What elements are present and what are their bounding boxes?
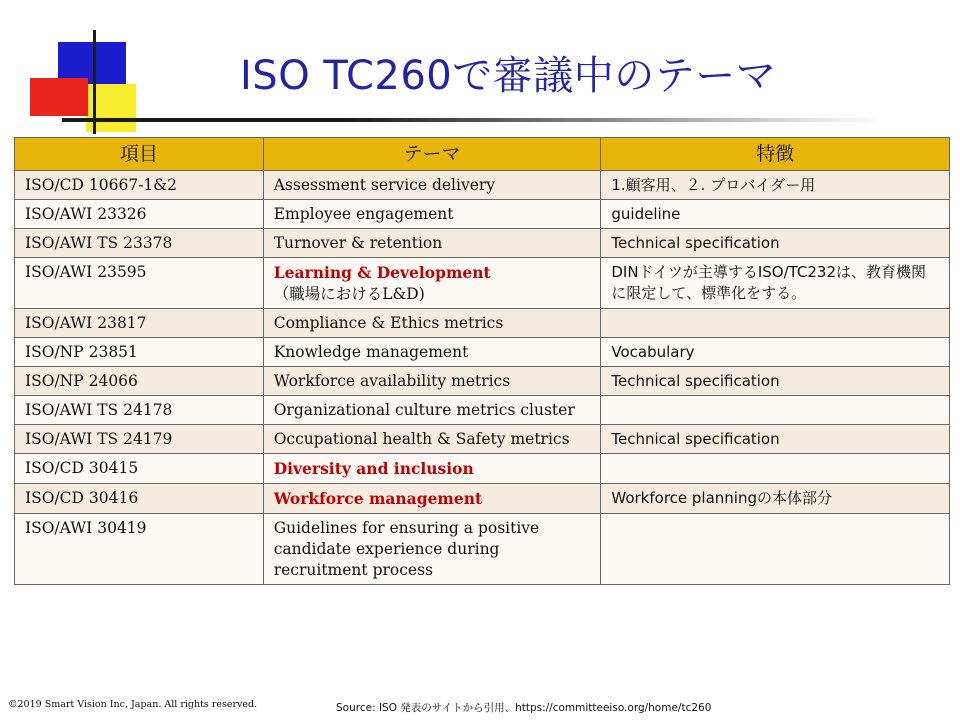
cell-theme (263, 200, 601, 229)
cell-theme (263, 229, 601, 258)
theme-title: Diversity and inclusion (273, 459, 474, 478)
theme-title: Workforce management (273, 489, 483, 508)
cell-theme (263, 171, 601, 200)
theme-title: Knowledge management (273, 343, 469, 361)
cell-feature (601, 396, 950, 425)
cell-item: ISO/CD 30416 (15, 484, 264, 514)
cell-theme (263, 454, 601, 484)
cell-feature: guideline (601, 200, 950, 229)
cell-theme (263, 484, 601, 514)
cell-item: ISO/NP 23851 (15, 338, 264, 367)
cell-theme (263, 338, 601, 367)
theme-title: Turnover & retention (273, 234, 443, 252)
cell-feature: DINドイツが主導するISO/TC232は、教育機関に限定して、標準化をする。 (601, 258, 950, 309)
table-row (15, 309, 950, 338)
cell-item: ISO/AWI TS 23378 (15, 229, 264, 258)
cell-item: ISO/CD 30415 (15, 454, 264, 484)
theme-title: Workforce availability metrics (273, 372, 511, 390)
table-row (15, 171, 950, 200)
theme-title: Assessment service delivery (273, 176, 496, 194)
cell-feature: Technical specification (601, 425, 950, 454)
cell-feature: Technical specification (601, 367, 950, 396)
cell-item: ISO/AWI TS 24178 (15, 396, 264, 425)
cell-item: ISO/AWI 23595 (15, 258, 264, 309)
table-row (15, 229, 950, 258)
cell-item: ISO/NP 24066 (15, 367, 264, 396)
cell-feature (601, 514, 950, 585)
cell-theme (263, 396, 601, 425)
cell-feature: Vocabulary (601, 338, 950, 367)
theme-title: Organizational culture metrics cluster (273, 401, 575, 419)
slide-title: ISO TC260で審議中のテーマ (240, 53, 777, 99)
table-row (15, 514, 950, 585)
cell-feature (601, 454, 950, 484)
theme-title: Guidelines for ensuring a positive candidate experience during recruitment process (273, 519, 540, 579)
source-citation: Source: ISO 発表のサイトから引用、https://committeeiso.org/home/tc260 (336, 702, 712, 714)
table-row (15, 200, 950, 229)
cell-theme (263, 258, 601, 309)
table-row (15, 484, 950, 514)
cell-feature (601, 309, 950, 338)
cell-feature: Workforce planningの本体部分 (601, 484, 950, 514)
table-row (15, 454, 950, 484)
decor-red-square (30, 78, 88, 116)
theme-title: Employee engagement (273, 205, 454, 223)
table-row (15, 425, 950, 454)
cell-theme (263, 367, 601, 396)
theme-title: Compliance & Ethics metrics (273, 314, 504, 332)
table-header-row (15, 138, 950, 171)
table-row (15, 258, 950, 309)
theme-title: Occupational health & Safety metrics (273, 430, 570, 448)
header-theme: テーマ (263, 138, 601, 171)
iso-theme-table (14, 137, 950, 585)
title-underline (62, 118, 882, 122)
cell-item: ISO/AWI 23817 (15, 309, 264, 338)
table-row (15, 367, 950, 396)
cell-item: ISO/AWI 30419 (15, 514, 264, 585)
table-row (15, 338, 950, 367)
theme-title: Learning & Development (273, 263, 491, 282)
header-feature: 特徴 (601, 138, 950, 171)
cell-feature: 1.顧客用、２. プロバイダー用 (601, 171, 950, 200)
copyright-notice: ©2019 Smart Vision Inc, Japan. All rights reserved. (8, 699, 258, 710)
header-item: 項目 (15, 138, 264, 171)
cell-theme (263, 425, 601, 454)
cell-item: ISO/AWI TS 24179 (15, 425, 264, 454)
cell-item: ISO/AWI 23326 (15, 200, 264, 229)
table-body (15, 171, 950, 585)
theme-subtitle: （職場におけるL&D) (273, 285, 425, 303)
table-row (15, 396, 950, 425)
cell-item: ISO/CD 10667-1&2 (15, 171, 264, 200)
cell-theme (263, 514, 601, 585)
cell-feature: Technical specification (601, 229, 950, 258)
cell-theme (263, 309, 601, 338)
